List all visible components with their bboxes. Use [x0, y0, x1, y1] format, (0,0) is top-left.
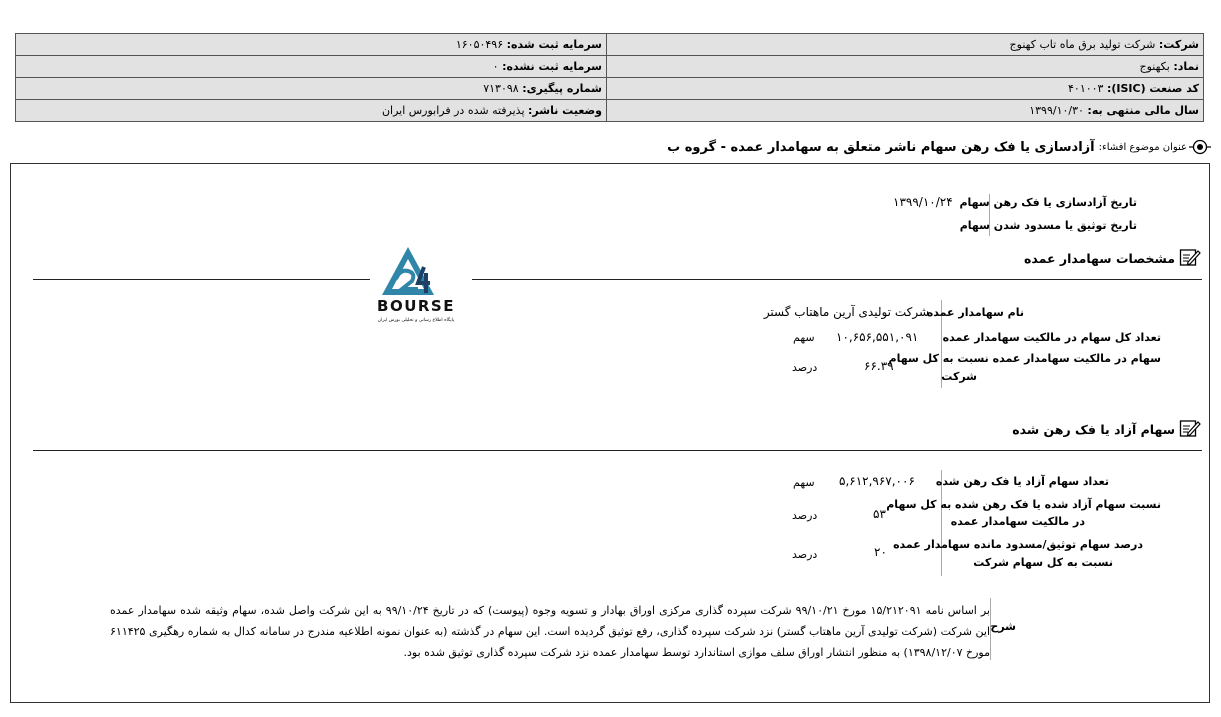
released-section-label: سهام آزاد یا فک رهن شده: [1012, 422, 1175, 437]
section-rule: [33, 279, 370, 280]
remaining-pledge-label-line2: نسبت به کل سهام شرکت: [973, 556, 1113, 569]
released-ratio-label-line1: نسبت سهام آزاد شده یا فک رهن شده به کل سهام: [886, 498, 1161, 511]
publisher-status-cell: [16, 100, 607, 122]
disclosure-topic: [667, 136, 1211, 158]
ownership-label-line1: سهام در مالکیت سهامدار عمده نسبت به کل سهام: [888, 352, 1161, 365]
symbol-value: بکهنوج: [1139, 60, 1170, 73]
registered-capital-value: ۱۶۰۵۰۴۹۶: [455, 38, 504, 51]
bourse24-logo: [360, 243, 472, 323]
logo-subtitle: پایگاه اطلاع رسانی و تحلیلی بورس ایران: [377, 318, 455, 323]
logo-text: BOURSE: [377, 297, 455, 315]
topic-label: عنوان موضوع افشاء:: [1098, 141, 1187, 153]
ownership-label-line2: شرکت: [941, 370, 977, 383]
remaining-pledge-unit: درصد: [792, 548, 818, 561]
topic-value: آزادسازی یا فک رهن سهام ناشر متعلق به سهامدار عمده - گروه ب: [667, 139, 1095, 155]
shareholder-section-label: مشخصات سهامدار عمده: [1024, 251, 1175, 266]
company-value: شرکت تولید برق ماه تاب کهنوج: [1009, 38, 1156, 51]
symbol-cell: [607, 56, 1204, 78]
released-ratio-label-line2: در مالکیت سهامدار عمده: [950, 515, 1085, 528]
release-date-label: تاریخ آزادسازی یا فک رهن سهام: [959, 196, 1137, 209]
explanation-text: بر اساس نامه ۱۵/۲۱۲۰۹۱ مورخ ۹۹/۱۰/۲۱ شرکت سپرده گذاری مرکزی اوراق بهادار و تسویه وجوه (پیوست) که در تاریخ ۹۹/۱۰/۲۴ به این شرکت واصل شده، سهام وثیقه شده سهامدار عمده این شرکت (شرکت تولیدی آرین ماهتاب گستر) نزد شرکت سپرده گذاری، رفع توثیق گردیده است. این سهام در گذشته (به عنوان نمونه اطلاعیه مندرج در سامانه کدال به شماره رهگیری ۶۱۱۴۲۵ مورخ ۱۳۹۸/۱۲/۰۷) به منظور انتشار اوراق سلف موازی استاندارد توسط سهامدار عمده نزد شرکت سپرده گذاری توثیق شده بود.: [110, 604, 990, 659]
released-ratio-value: ۵۳: [873, 507, 886, 521]
info-row: [16, 34, 1204, 56]
released-count-label: تعداد سهام آزاد یا فک رهن شده: [935, 475, 1109, 488]
edit-note-icon: [1179, 247, 1201, 270]
tracking-label: شماره پیگیری:: [522, 82, 602, 95]
ownership-unit: درصد: [792, 361, 818, 374]
isic-label: کد صنعت (ISIC):: [1106, 82, 1199, 95]
total-shares-unit: سهم: [793, 331, 815, 344]
registered-capital-label: سرمایه ثبت شده:: [506, 38, 602, 51]
released-count-unit: سهم: [793, 476, 815, 489]
shareholder-section-title: [1024, 247, 1201, 270]
shareholder-name-value: شرکت تولیدی آرین ماهتاب گستر: [763, 305, 929, 319]
publisher-status-label: وضعیت ناشر:: [528, 104, 602, 117]
released-section-title: [1012, 418, 1201, 441]
info-row: [16, 56, 1204, 78]
target-icon: [1191, 137, 1211, 157]
unregistered-capital-cell: [16, 56, 607, 78]
release-date-value: ۱۳۹۹/۱۰/۲۴: [893, 195, 953, 209]
pledge-date-label: تاریخ توثیق یا مسدود شدن سهام: [959, 219, 1137, 232]
info-row: [16, 100, 1204, 122]
explanation-label: شرح: [990, 620, 1016, 633]
tracking-cell: [16, 78, 607, 100]
unregistered-capital-value: ۰: [492, 60, 499, 73]
edit-note-icon: [1179, 418, 1201, 441]
fiscal-year-label: سال مالی منتهی به:: [1087, 104, 1199, 117]
registered-capital-cell: [16, 34, 607, 56]
released-ratio-unit: درصد: [792, 509, 818, 522]
released-count-value: ۵,۶۱۲,۹۶۷,۰۰۶: [839, 474, 915, 488]
ownership-value: ۶۶.۳۹: [864, 359, 894, 373]
symbol-label: نماد:: [1173, 60, 1199, 73]
isic-cell: [607, 78, 1204, 100]
total-shares-value: ۱۰,۶۵۶,۵۵۱,۰۹۱: [836, 330, 919, 344]
explanation-divider: [990, 598, 991, 660]
publisher-status-value: پذیرفته شده در فرابورس ایران: [381, 104, 525, 117]
total-shares-label: تعداد کل سهام در مالکیت سهامدار عمده: [942, 331, 1161, 344]
unregistered-capital-label: سرمایه ثبت نشده:: [502, 60, 602, 73]
company-info-table: [15, 33, 1204, 122]
shareholder-name-label: نام سهامدار عمده: [926, 306, 1024, 319]
info-row: [16, 78, 1204, 100]
company-cell: [607, 34, 1204, 56]
remaining-pledge-label-line1: درصد سهام توثیق/مسدود مانده سهامدار عمده: [893, 538, 1143, 551]
fiscal-year-cell: [607, 100, 1204, 122]
company-label: شرکت:: [1158, 38, 1199, 51]
section-rule: [472, 279, 1202, 280]
isic-value: ۴۰۱۰۰۳: [1068, 82, 1104, 95]
fiscal-year-value: ۱۳۹۹/۱۰/۳۰: [1029, 104, 1084, 117]
section-rule: [33, 450, 1202, 451]
remaining-pledge-value: ۲۰: [874, 545, 887, 559]
tracking-value: ۷۱۳۰۹۸: [483, 82, 519, 95]
